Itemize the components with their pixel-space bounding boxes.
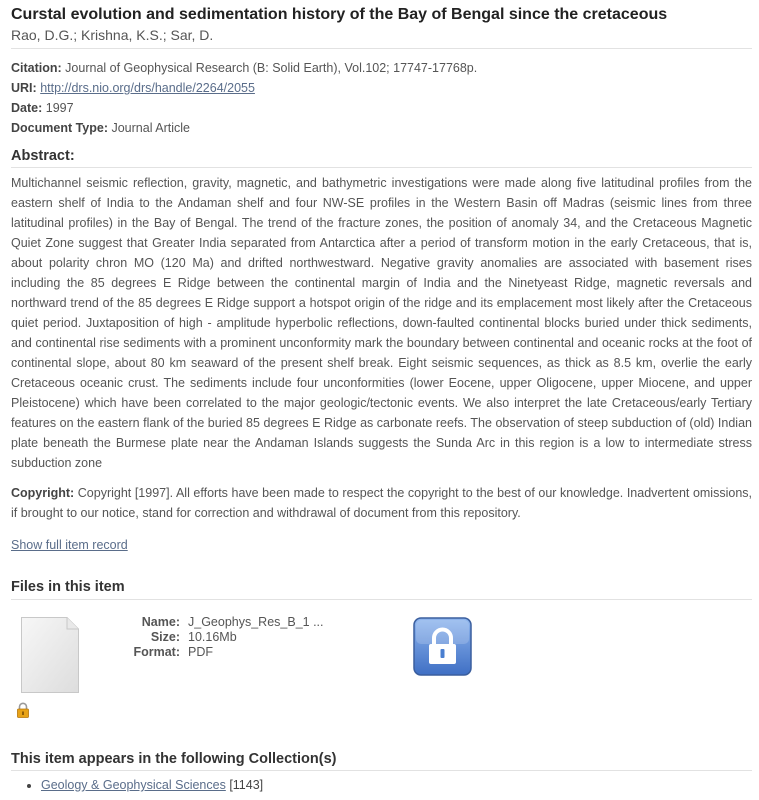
collections-section — [11, 750, 752, 793]
collections-list — [11, 777, 752, 793]
date-value: 1997 — [45, 101, 74, 115]
copyright-text: Copyright [1997]. All efforts have been made to respect the copyright to the best of our knowledge. Inadvertent omissions, if brought to our notice, stand for correction and withdrawal of document from this repository. — [11, 486, 752, 520]
file-metadata — [111, 615, 324, 660]
uri-field — [11, 78, 752, 98]
document-type-field — [11, 118, 752, 138]
divider — [11, 48, 752, 49]
uri-link[interactable]: http://drs.nio.org/drs/handle/2264/2055 — [40, 81, 255, 95]
file-entry — [11, 600, 752, 730]
document-type-value: Journal Article — [111, 121, 190, 135]
file-size-label: Size: — [150, 630, 180, 644]
file-format-label: Format: — [133, 645, 180, 659]
date-field — [11, 98, 752, 118]
abstract-section — [11, 147, 752, 473]
copyright-statement — [11, 483, 752, 523]
abstract-heading: Abstract: — [11, 148, 75, 164]
files-section — [11, 578, 752, 730]
divider — [11, 167, 752, 168]
file-name-label: Name: — [141, 615, 180, 629]
file-size-row — [111, 630, 324, 645]
abstract-text: Multichannel seismic reflection, gravity, magnetic, and bathymetric investigations were made along five latitudinal profiles from the eastern shelf of India to the Andaman shelf and four NW-SE profiles in the Western Basin off Madras (seismic lines from three latitudinal profiles) in the Bay of Bengal. The trend of the fracture zones, the position of anomaly 34, and the Cretaceous Magnetic Quiet Zone suggest that Greater India separated from Antarctica after a period of transform motion in the early Cretaceous, that is, about polarity chron MO (120 Ma) and drifted northwestward. Negative gravity anomalies are associated with basement rises including the 85 degrees E Ridge between the continental margin of India and the Ninetyeast Ridge, magnetic reversals and northward trend of the 85 degrees E Ridge support a hotspot origin of the ridge and its emplacement most likely after the Cretaceous quiet period. Juxtaposition of high - amplitude hyperbolic reflections, down-faulted continental blocks buried under thick sediments, and continental rise sediments with a prominent unconformity mark the boundary between continental and oceanic rocks at the foot of continental slope, about 80 km seaward of the present shelf break. Eight seismic sequences, as thick as 8.5 km, overlie the early Cretaceous oceanic crust. The sediments include four unconformities (lower Eocene, upper Oligocene, upper Miocene, and upper Pleistocene) which have been correlated to the major geologic/tectonic events. We also interpret the late Cretaceous/early Tertiary features on the eastern flank of the buried 85 degrees E Ridge as carbonate reefs. The observation of steep subduction of (old) Indian plate beneath the Burmese plate near the Andaman Islands suggests the Sunda Arc in this region is a low to intermediate stress subduction zone — [11, 176, 752, 470]
collection-link[interactable]: Geology & Geophysical Sciences — [41, 778, 226, 792]
padlock-icon — [15, 702, 31, 718]
file-format-value: PDF — [188, 645, 213, 659]
file-name-value: J_Geophys_Res_B_1 ... — [188, 615, 324, 629]
metadata-fields — [11, 58, 752, 138]
full-record-container — [11, 536, 752, 554]
document-type-label: Document Type: — [11, 121, 108, 135]
citation-label: Citation: — [11, 61, 62, 75]
divider — [11, 770, 752, 771]
collections-heading: This item appears in the following Collection(s) — [11, 751, 337, 767]
file-size-value: 10.16Mb — [188, 630, 237, 644]
show-full-record-link[interactable]: Show full item record — [11, 538, 128, 552]
document-thumbnail-icon[interactable] — [21, 617, 79, 693]
uri-label: URI: — [11, 81, 37, 95]
copyright-label: Copyright: — [11, 486, 75, 500]
collection-count: [1143] — [229, 778, 264, 792]
list-item — [41, 777, 752, 793]
item-view — [11, 0, 752, 793]
files-heading: Files in this item — [11, 579, 125, 595]
date-label: Date: — [11, 101, 43, 115]
item-authors: Rao, D.G.; Krishna, K.S.; Sar, D. — [11, 27, 214, 43]
file-name-row — [111, 615, 324, 630]
citation-field — [11, 58, 752, 78]
citation-value: Journal of Geophysical Research (B: Solid Earth), Vol.102; 17747-17768p. — [65, 61, 478, 75]
restricted-access-lock-icon[interactable] — [413, 617, 472, 676]
file-format-row — [111, 645, 324, 660]
item-title: Curstal evolution and sedimentation history of the Bay of Bengal since the cretaceous — [11, 6, 668, 23]
